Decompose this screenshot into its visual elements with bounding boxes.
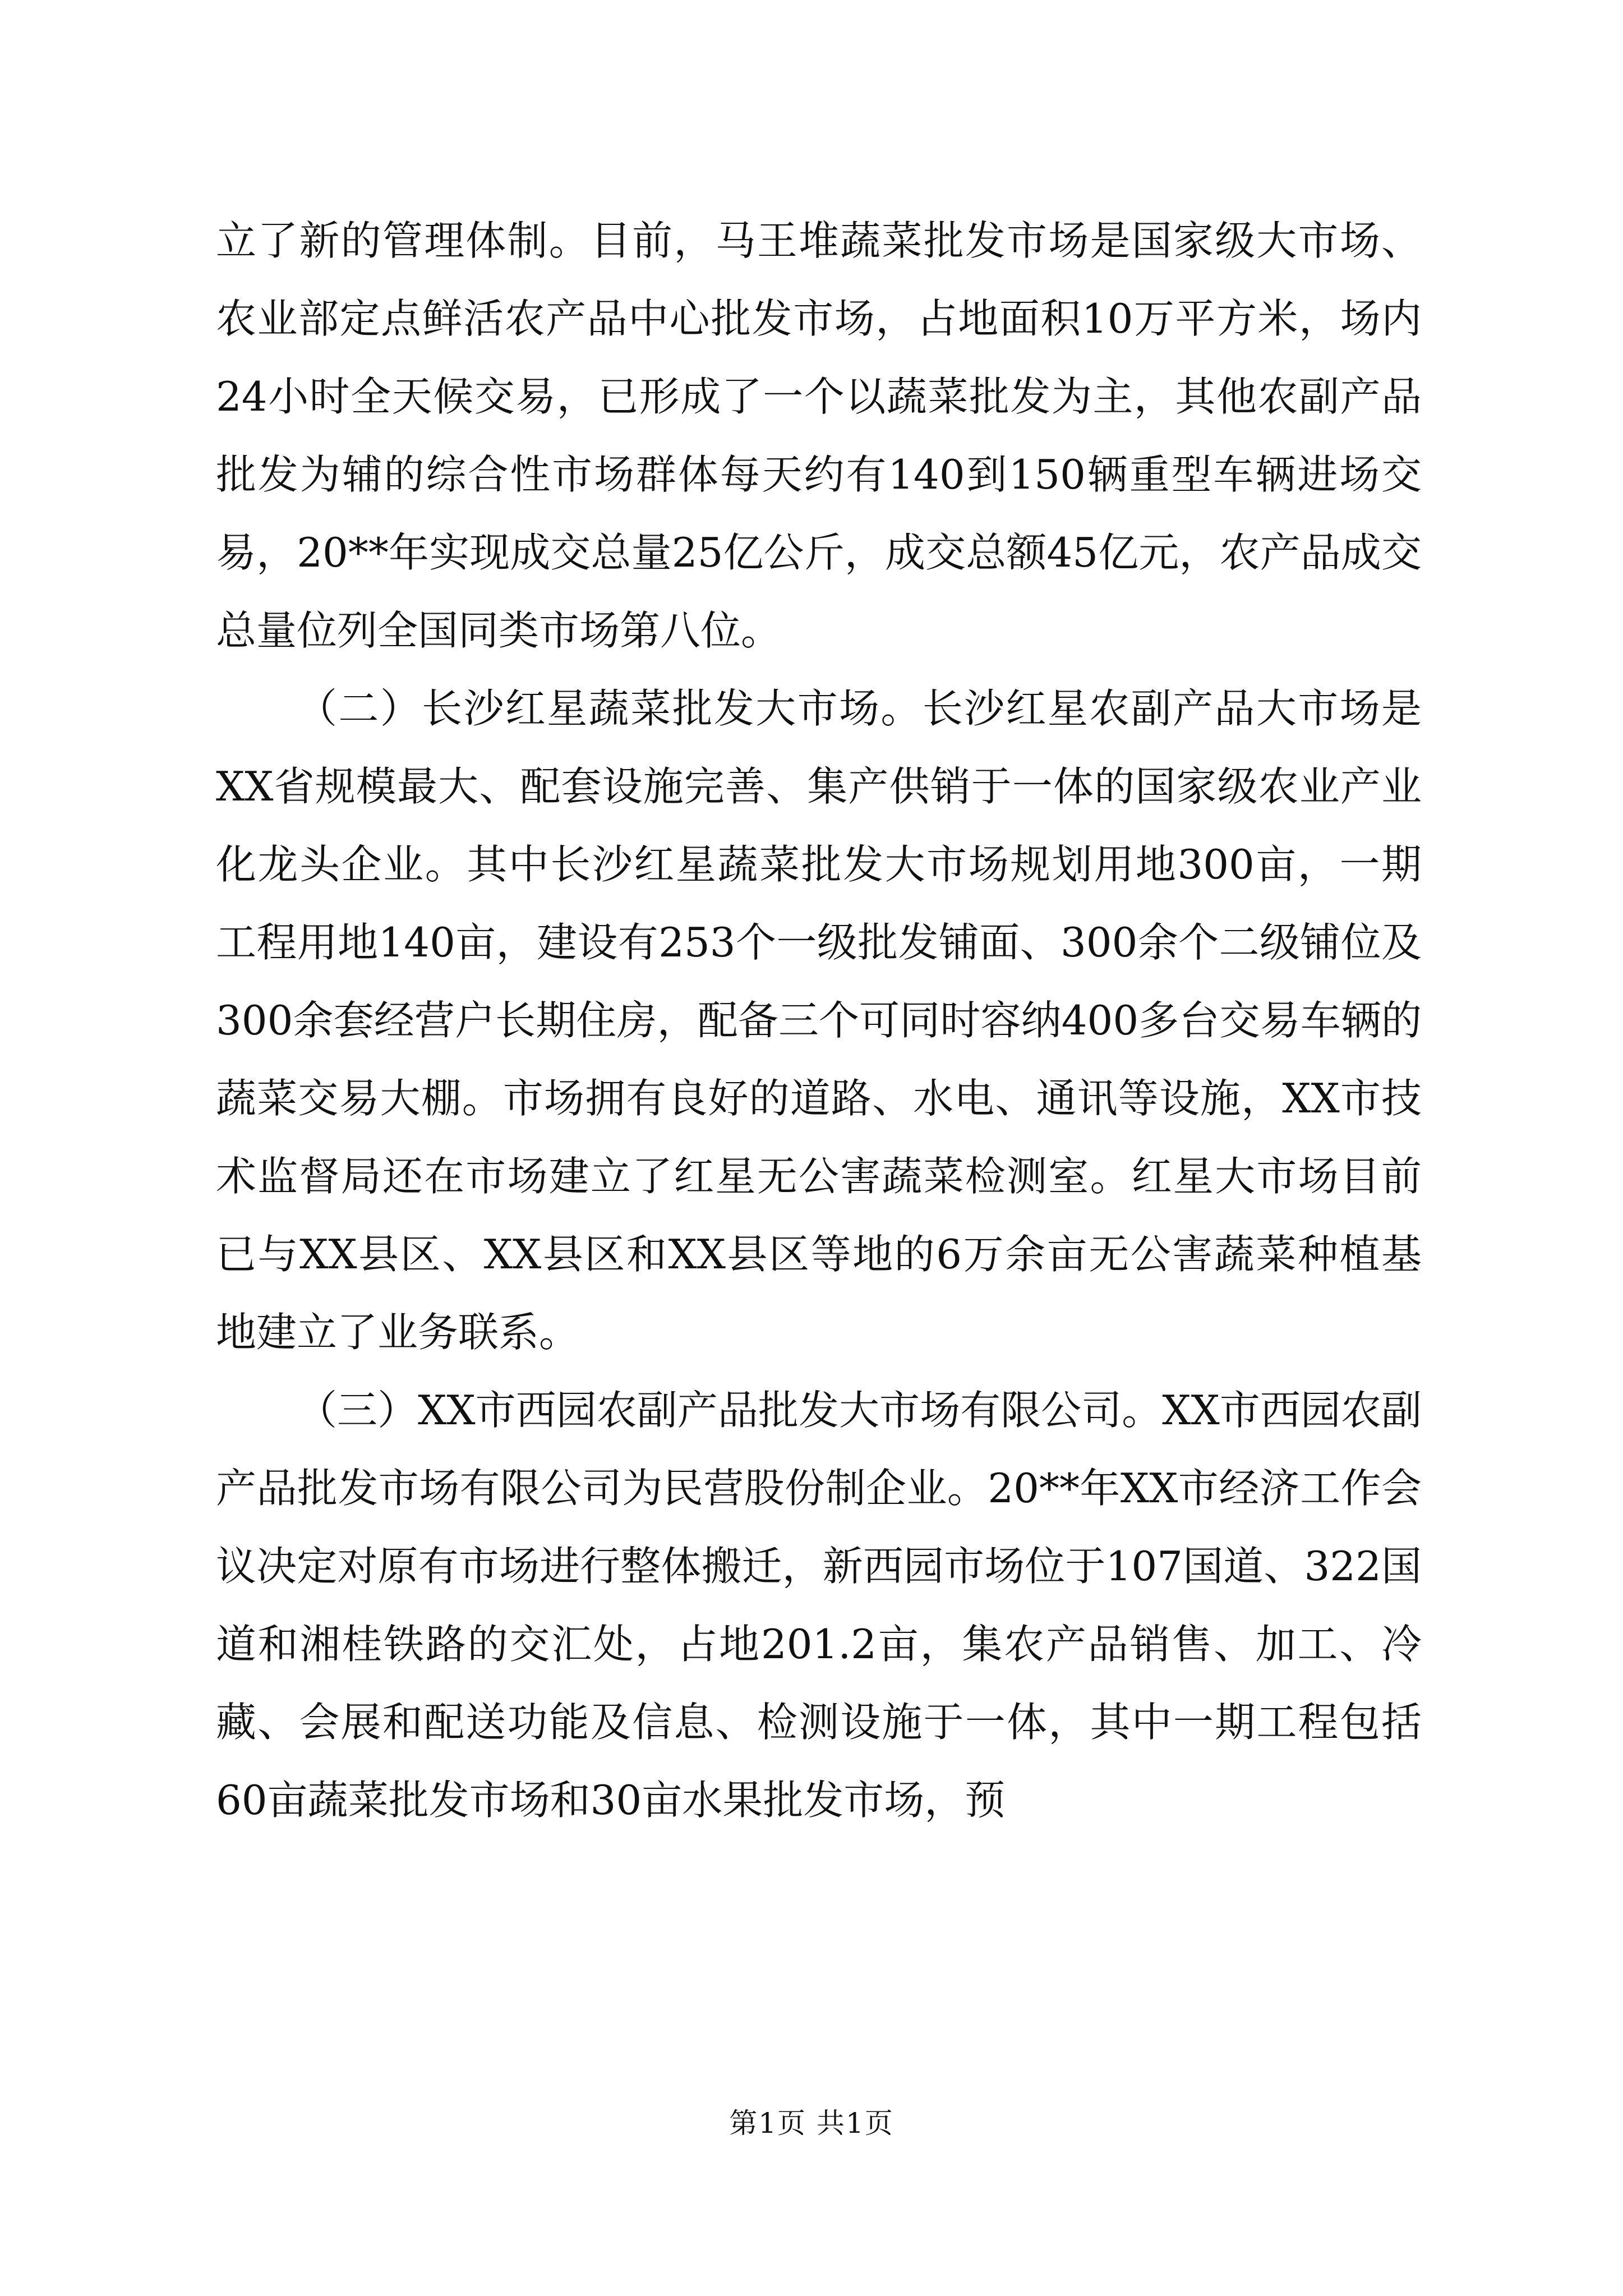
paragraph-3: （三）XX市西园农副产品批发大市场有限公司。XX市西园农副产品批发市场有限公司为民营股份制企业。20**年XX市经济工作会议决定对原有市场进行整体搬迁，新西园市场位于107国道、322国道和湘桂铁路的交汇处，占地201.2亩，集农产品销售、加工、冷藏、会展和配送功能及信息、检测设施于一体，其中一期工程包括60亩蔬菜批发市场和30亩水果批发市场，预 [216,1387,1422,1824]
page-footer: 第1页 共1页 [729,2107,894,2139]
paragraph-1: 立了新的管理体制。目前，马王堆蔬菜批发市场是国家级大市场、农业部定点鲜活农产品中心批发市场，占地面积10万平方米，场内24小时全天候交易，已形成了一个以蔬菜批发为主，其他农副产品批发为辅的综合性市场群体每天约有140到150辆重型车辆进场交易，20**年实现成交总量25亿公斤，成交总额45亿元，农产品成交总量位列全国同类市场第八位。 [216,217,1422,654]
paragraph-2: （二）长沙红星蔬菜批发大市场。长沙红星农副产品大市场是XX省规模最大、配套设施完善、集产供销于一体的国家级农业产业化龙头企业。其中长沙红星蔬菜批发大市场规划用地300亩，一期工程用地140亩，建设有253个一级批发铺面、300余个二级铺位及300余套经营户长期住房，配备三个可同时容纳400多台交易车辆的蔬菜交易大棚。市场拥有良好的道路、水电、通讯等设施，XX市技术监督局还在市场建立了红星无公害蔬菜检测室。红星大市场目前已与XX县区、XX县区和XX县区等地的6万余亩无公害蔬菜种植基地建立了业务联系。 [216,685,1422,1356]
document-body [216,202,1422,1839]
